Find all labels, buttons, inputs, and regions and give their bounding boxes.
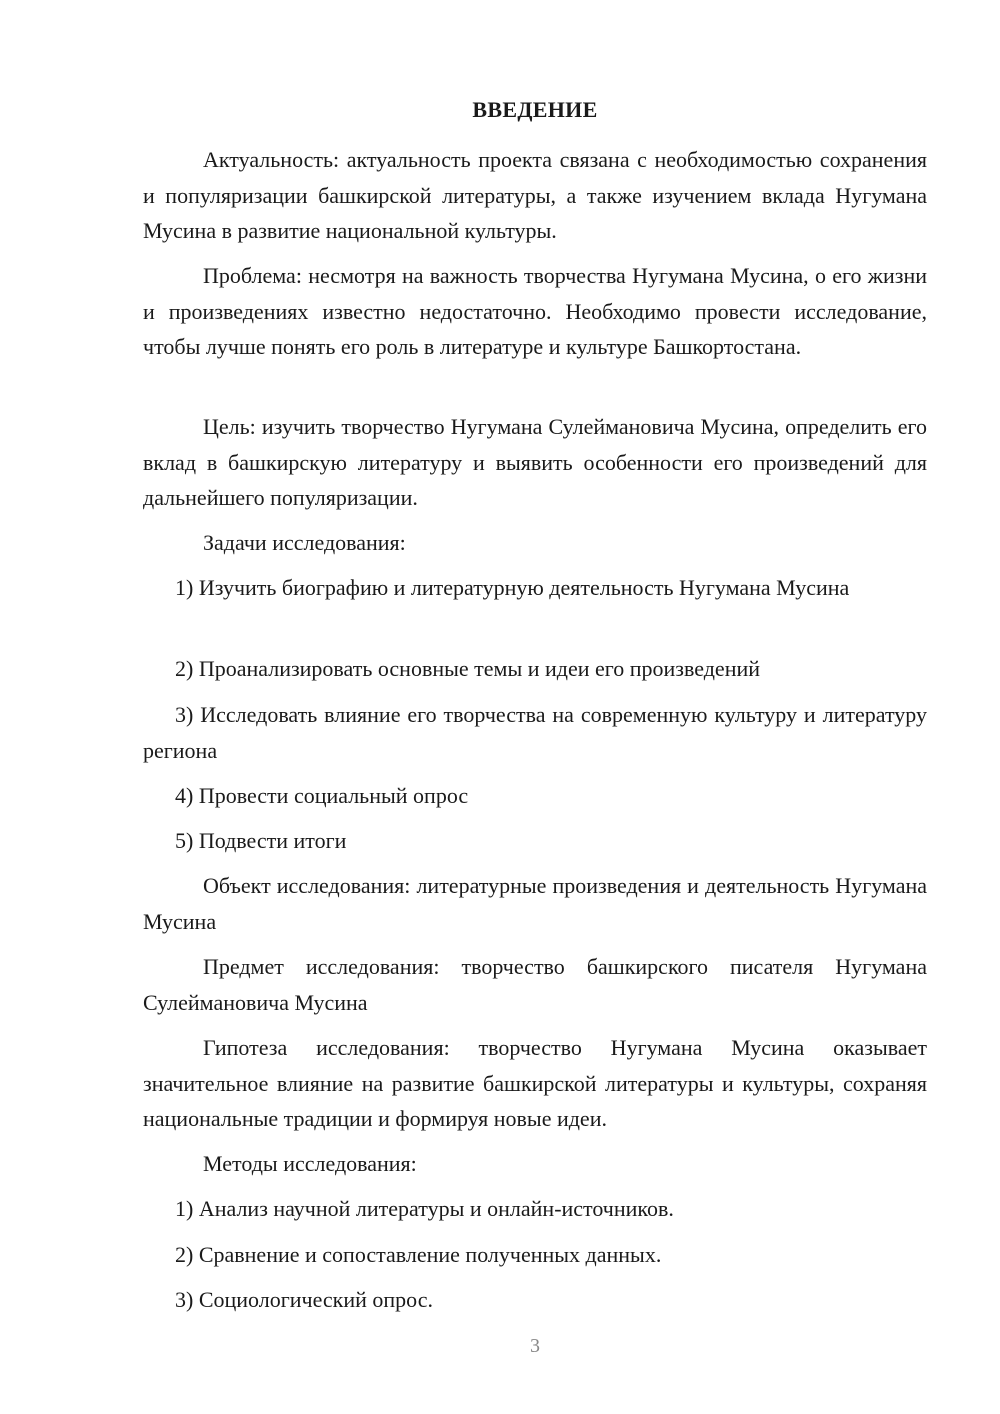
problem-paragraph: Проблема: несмотря на важность творчества Нугумана Мусина, о его жизни и произведениях известно недостаточно. Необходимо провести исследование, чтобы лучше понять его роль в литературе и культуре Башкортостана.: [143, 263, 927, 359]
method-item-2: 2) Сравнение и сопоставление полученных данных.: [175, 1242, 662, 1267]
method-item-1: 1) Анализ научной литературы и онлайн-источников.: [175, 1196, 674, 1221]
subject-paragraph: Предмет исследования: творчество башкирского писателя Нугумана Сулеймановича Мусина: [143, 954, 927, 1015]
task-item-4: 4) Провести социальный опрос: [175, 783, 469, 808]
methods-heading: Методы исследования:: [203, 1151, 417, 1176]
page-title: ВВЕДЕНИЕ: [472, 97, 598, 122]
task-item-1: 1) Изучить биографию и литературную деятельность Нугумана Мусина: [175, 575, 850, 600]
task-item-3: 3) Исследовать влияние его творчества на современную культуру и литературу региона: [143, 702, 927, 763]
page-number: 3: [530, 1335, 540, 1357]
tasks-heading: Задачи исследования:: [203, 530, 406, 555]
method-item-3: 3) Социологический опрос.: [175, 1287, 433, 1312]
task-item-5: 5) Подвести итоги: [175, 828, 347, 853]
object-paragraph: Объект исследования: литературные произведения и деятельность Нугумана Мусина: [143, 873, 927, 934]
task-item-2: 2) Проанализировать основные темы и идеи его произведений: [175, 656, 761, 681]
hypothesis-paragraph: Гипотеза исследования: творчество Нугумана Мусина оказывает значительное влияние на развитие башкирской литературы и культуры, сохраняя национальные традиции и формируя новые идеи.: [143, 1035, 927, 1131]
relevance-paragraph: Актуальность: актуальность проекта связана с необходимостью сохранения и популяризации башкирской литературы, а также изучением вклада Нугумана Мусина в развитие национальной культуры.: [143, 147, 927, 243]
goal-paragraph: Цель: изучить творчество Нугумана Сулеймановича Мусина, определить его вклад в башкирскую литературу и выявить особенности его произведений для дальнейшего популяризации.: [143, 414, 927, 510]
